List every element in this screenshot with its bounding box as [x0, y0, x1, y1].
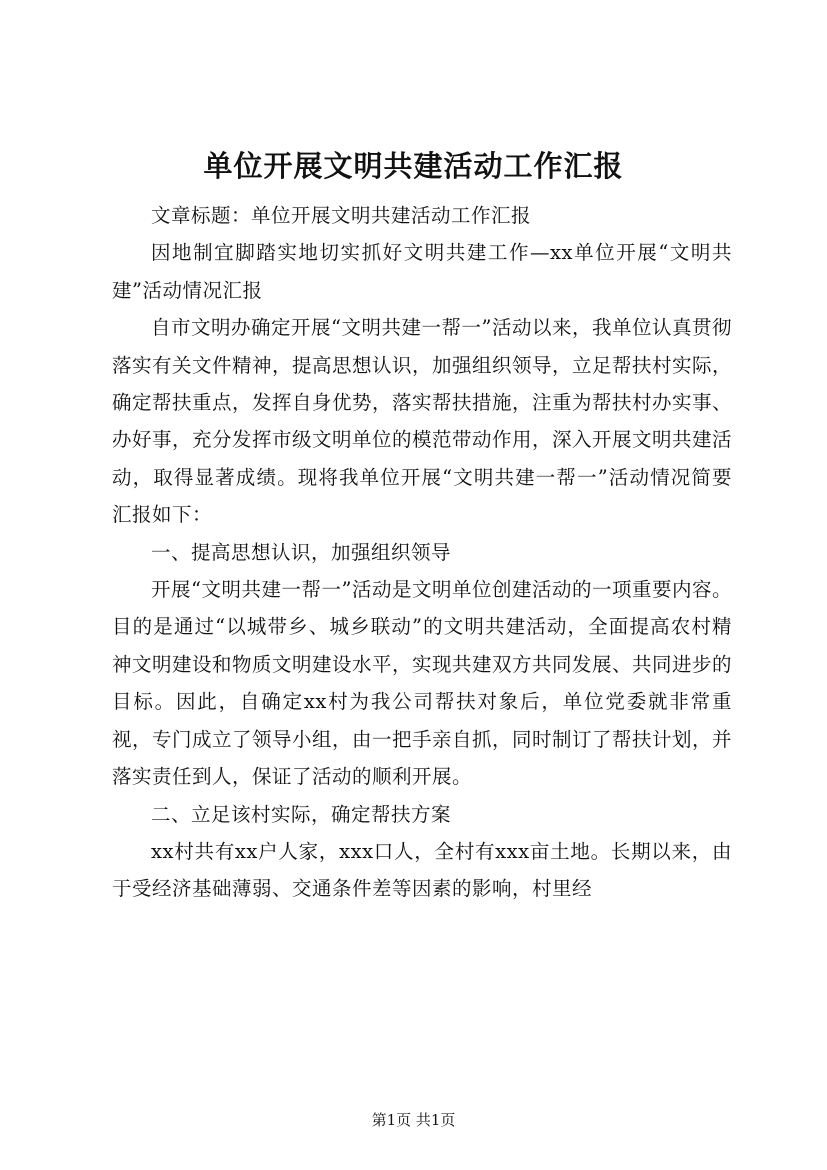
article-title-line: 文章标题：单位开展文明共建活动工作汇报: [151, 204, 532, 227]
page-footer: 第1页 共1页: [371, 1111, 456, 1129]
section-heading-1: 一、提高思想认识，加强组织领导: [151, 540, 452, 564]
section-2-paragraph: xx村共有xx户人家，xxx口人，全村有xxx亩土地。长期以来，由于受经济基础薄弱、交通条件差等因素的影响，村里经: [112, 839, 732, 901]
intro-paragraph: 自市文明办确定开展“文明共建一帮一”活动以来，我单位认真贯彻落实有关文件精神，提高思想认识，加强组织领导，立足帮扶村实际，确定帮扶重点，发挥自身优势，落实帮扶措施，注重为帮扶村办实事、办好事，充分发挥市级文明单位的模范带动作用，深入开展文明共建活动，取得显著成绩。现将我单位开展“文明共建一帮一”活动情况简要汇报如下：: [112, 316, 733, 527]
subtitle-paragraph: 因地制宜脚踏实地切实抓好文明共建工作—xx单位开展“文明共建”活动情况汇报: [112, 241, 732, 302]
section-heading-2: 二、立足该村实际，确定帮扶方案: [151, 802, 452, 826]
document-title: 单位开展文明共建活动工作汇报: [203, 149, 624, 183]
section-1-paragraph: 开展“文明共建一帮一”活动是文明单位创建活动的一项重要内容。目的是通过“以城带乡、城乡联动”的文明共建活动，全面提高农村精神文明建设和物质文明建设水平，实现共建双方共同发展、共同进步的目标。因此，自确定xx村为我公司帮扶对象后，单位党委就非常重视，专门成立了领导小组，由一把手亲自抓，同时制订了帮扶计划，并落实责任到人，保证了活动的顺利开展。: [112, 578, 733, 789]
document-body: [112, 197, 732, 908]
